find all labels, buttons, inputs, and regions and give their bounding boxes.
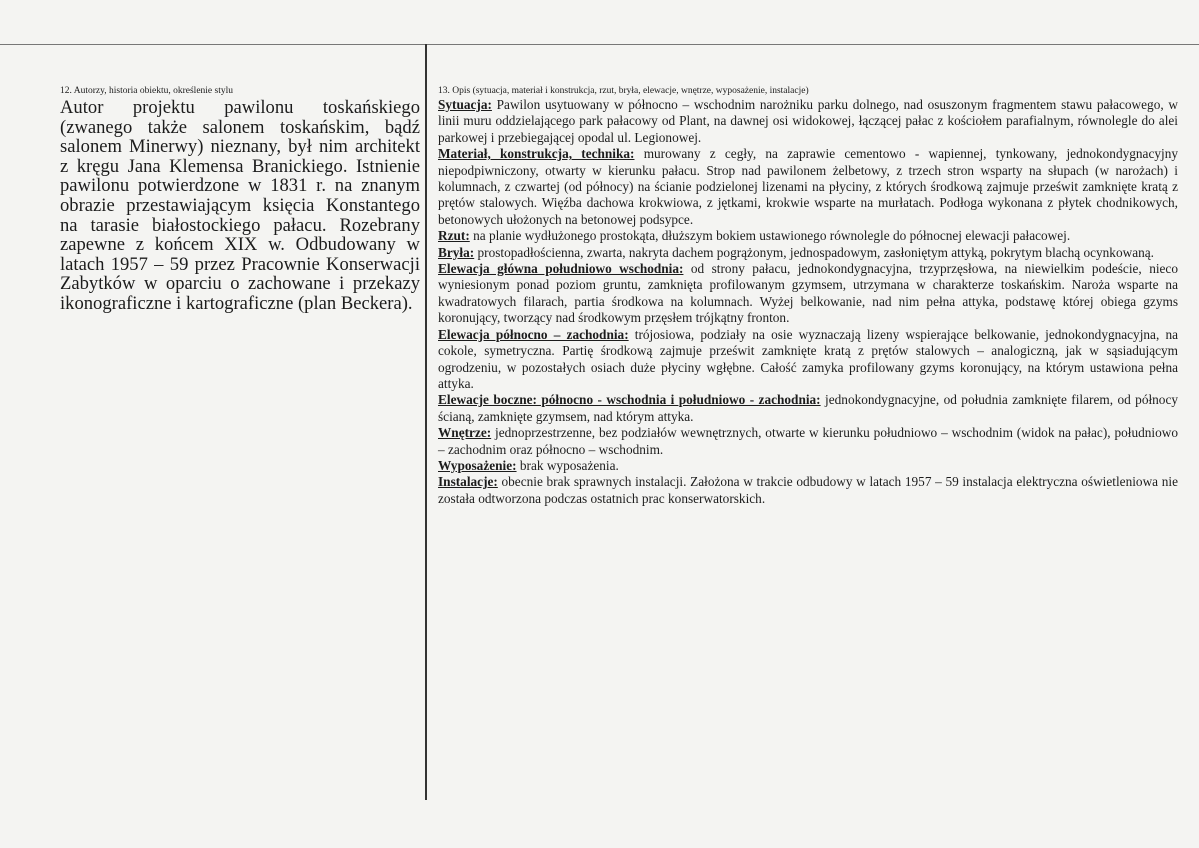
- paragraph-label: Elewacja główna południowo wschodnia:: [438, 261, 684, 277]
- paragraph-text: obecnie brak sprawnych instalacji. Założona w trakcie odbudowy w latach 1957 – 59 instalacja elektryczna oświetleniowa nie została odtworzona podczas ostatnich prac konserwatorskich.: [438, 474, 1178, 506]
- paragraph-label: Instalacje:: [438, 474, 498, 490]
- paragraph-label: Elewacja północno – zachodnia:: [438, 326, 629, 342]
- description-paragraph: [438, 228, 1178, 244]
- description-paragraph: [438, 425, 1178, 458]
- paragraph-label: Sytuacja:: [438, 97, 492, 112]
- paragraph-label: Materiał, konstrukcja, technika:: [438, 146, 635, 162]
- description-column: [438, 86, 1178, 507]
- description-paragraph: [438, 146, 1178, 228]
- description-paragraph: [438, 245, 1178, 261]
- paragraph-label: Wyposażenie:: [438, 457, 517, 473]
- top-rule: [0, 44, 1199, 45]
- history-column: [60, 86, 420, 314]
- paragraph-text: murowany z cegły, na zaprawie cementowo - wapiennej, tynkowany, jednokondygnacyjny niepodpiwniczony, otwarty w kierunku pałacu. Strop nad pawilonem żelbetowy, z trzech stron wsparty na słupach (w narożach) i kolumnach, z czwartej (od północy) na ścianie podzielonej lizenami na płyciny, z których środkową zajmuje prześwit zamknięte kratą z prętów stalowych. Więźba dachowa krokwiowa, z jętkami, krokwie wsparte na murłatach. Podłoga wykonana z płytek chodnikowych, betonowych ułożonych na betonowej podsypce.: [438, 146, 1178, 227]
- paragraph-text: na planie wydłużonego prostokąta, dłuższym bokiem ustawionego równolegle do północnej elewacji pałacowej.: [469, 228, 1071, 244]
- description-paragraph: [438, 327, 1178, 393]
- paragraph-text: jednokondygnacyjne, od południa zamknięte filarem, od północy ścianą, zamknięte gzymsem, nad którym attyka.: [438, 392, 1179, 424]
- paragraph-text: od strony pałacu, jednokondygnacyjna, trzyprzęsłowa, na niewielkim podeście, nieco wyniesionym ponad poziom gruntu, zamknięta profilowanym gzymsem, utrzymana w charakterze toskańskim. Naroża wsparte na kwadratowych filarach, partia środkowa na kolumnach. Wyżej belkowanie, nad nim pełna attyka, podstawę której obiega gzyms koronujący, tworzący nad środkowym przęsłem trójkątny fronton.: [438, 261, 1178, 326]
- paragraph-text: trójosiowa, podziały na osie wyznaczają lizeny wspierające belkowanie, jednokondygnacyjna, na cokole, symetryczna. Partię środkową zajmuje prześwit zamknięte kratą z prętów stalowych – analogiczną, jak w sąsiadującym ogrodzeniu, w pozostałych osiach duże płyciny wgłębne. Całość zamyka profilowany gzyms koronujący, na którym ustawiona pełna attyka.: [438, 326, 1178, 391]
- paragraph-label: Bryła:: [438, 244, 475, 260]
- description-paragraph: [438, 458, 1178, 474]
- column-divider: [425, 44, 427, 800]
- history-text: Autor projektu pawilonu toskańskiego (zwanego także salonem toskańskim, bądź salonem Minerwy) nieznany, był nim architekt z kręgu Jana Klemensa Branickiego. Istnienie pawilonu potwierdzone w 1831 r. na znanym obrazie przestawiającym księcia Konstantego na tarasie białostockiego pałacu. Rozebrany zapewne z końcem XIX w. Odbudowany w latach 1957 – 59 przez Pracownie Konserwacji Zabytków w oparciu o zachowane i przekazy ikonograficzne i kartograficzne (plan Beckera).: [60, 97, 420, 314]
- description-paragraph: [438, 392, 1178, 425]
- paragraph-label: Wnętrze:: [438, 425, 492, 441]
- paragraph-text: Pawilon usytuowany w północno – wschodnim narożniku parku dolnego, nad osuszonym fragmentem stawu pałacowego, w linii muru oddzielającego park pałacowy od Plant, na dawnej osi widokowej, łączącej pałac z kościołem parafialnym, równolegle do alei parkowej i przebiegającej opodal ul. Legionowej.: [438, 97, 1178, 145]
- description-paragraph: [438, 474, 1178, 507]
- section-13-heading: 13. Opis (sytuacja, materiał i konstrukcja, rzut, bryła, elewacje, wnętrze, wyposażenie, instalacje): [438, 86, 809, 96]
- paragraph-text: jednoprzestrzenne, bez podziałów wewnętrznych, otwarte w kierunku południowo – wschodnim (widok na pałac), południowo – zachodnim oraz północno – wschodnim.: [438, 425, 1178, 457]
- paragraph-label: Elewacje boczne: północno - wschodnia i południowo - zachodnia:: [438, 392, 821, 408]
- paragraph-text: brak wyposażenia.: [516, 457, 619, 473]
- paragraph-label: Rzut:: [438, 228, 470, 244]
- description-paragraph: [438, 97, 1178, 146]
- paragraph-text: prostopadłościenna, zwarta, nakryta dachem pogrążonym, jednospadowym, zasłoniętym attyką, pokrytym blachą ocynkowaną.: [474, 244, 1154, 260]
- section-12-heading: 12. Autorzy, historia obiektu, określenie stylu: [60, 86, 233, 96]
- description-paragraph: [438, 261, 1178, 327]
